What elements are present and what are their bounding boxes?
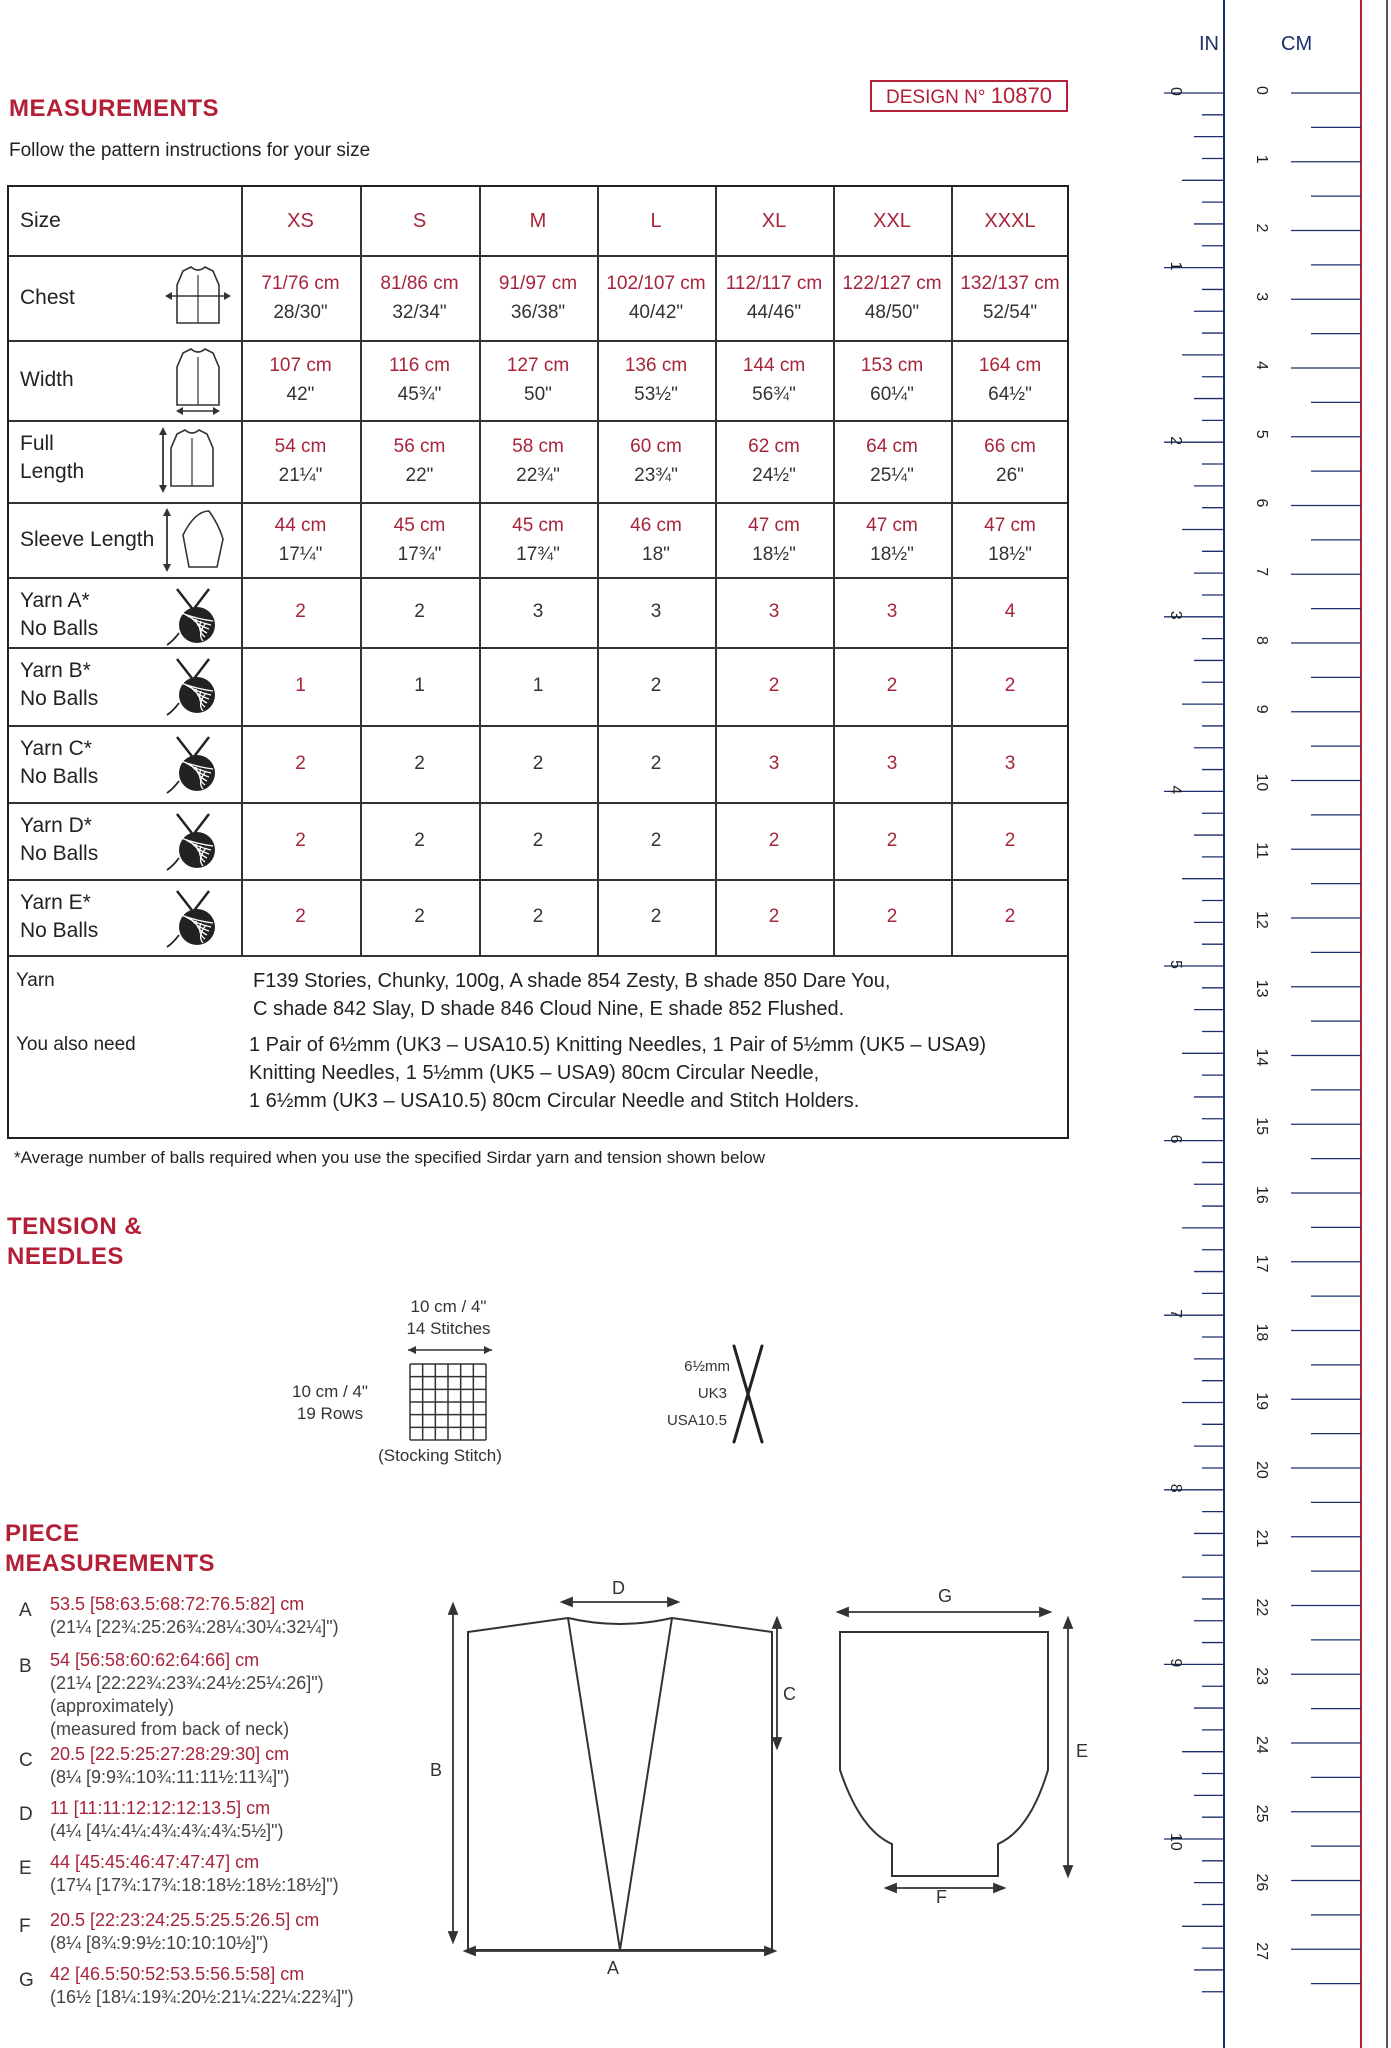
cell-chest-l-in: 40/42" bbox=[628, 301, 684, 323]
row-label-sleeve-length: Sleeve Length bbox=[20, 527, 155, 551]
ruler-cm-label-19: 19 bbox=[1253, 1392, 1270, 1411]
piece-letter-e: E bbox=[19, 1858, 32, 1879]
cell-chest-xs-in: 28/30" bbox=[273, 301, 328, 323]
piece-b-line-1: 54 [56:58:60:62:64:66] cm bbox=[50, 1650, 260, 1670]
cell-chest-m-in: 36/38" bbox=[510, 301, 566, 323]
cell-yarn-c-no-balls-m: 2 bbox=[532, 752, 544, 774]
diagram-label-a: A bbox=[607, 1958, 620, 1978]
tension-width: 10 cm / 4" bbox=[410, 1297, 487, 1316]
row-label-width: Width bbox=[20, 368, 74, 391]
ruler-inch-label-9: 9 bbox=[1167, 1658, 1184, 1668]
cell-sleeve-length-m-in: 17¾" bbox=[516, 543, 560, 565]
diagram-label-e: E bbox=[1076, 1741, 1089, 1761]
ruler-inch-label-7: 7 bbox=[1167, 1309, 1184, 1319]
cell-width-xxl-in: 60¼" bbox=[870, 384, 914, 405]
ruler-cm-label-2: 2 bbox=[1253, 223, 1270, 233]
cell-chest-m-cm: 91/97 cm bbox=[498, 272, 578, 294]
cell-yarn-a-no-balls-xs: 2 bbox=[295, 601, 306, 622]
table-rule bbox=[9, 340, 1067, 342]
cell-full-length-xl-in: 24½" bbox=[752, 465, 796, 486]
cell-yarn-d-no-balls-l: 2 bbox=[650, 829, 662, 851]
you-also-need-label: You also need bbox=[16, 1034, 136, 1055]
cell-yarn-b-no-balls-xl: 2 bbox=[768, 675, 780, 696]
cell-sleeve-length-xxxl-in: 18½" bbox=[988, 543, 1032, 565]
you-also-need-line-1: 1 Pair of 6½mm (UK3 – USA10.5) Knitting Needles, 1 Pair of 5½mm (UK5 – USA9) bbox=[249, 1034, 986, 1056]
ruler-cm-label-23: 23 bbox=[1253, 1667, 1270, 1686]
ruler-cm-label-20: 20 bbox=[1253, 1461, 1270, 1479]
width-garment-icon bbox=[163, 345, 233, 420]
ruler-cm-label-11: 11 bbox=[1253, 842, 1270, 859]
ruler-inch-label-2: 2 bbox=[1167, 436, 1184, 446]
cell-yarn-a-no-balls-xxl: 3 bbox=[886, 601, 898, 622]
chest-garment-icon bbox=[163, 263, 233, 338]
row-label-yarn-b-no-balls-line2: No Balls bbox=[20, 687, 99, 710]
cell-yarn-c-no-balls-l: 2 bbox=[650, 752, 662, 774]
ruler-cm-label-7: 7 bbox=[1253, 567, 1270, 577]
cell-chest-xs-cm: 71/76 cm bbox=[261, 272, 340, 294]
row-label-yarn-c-no-balls-line2: No Balls bbox=[20, 765, 99, 788]
ruler-cm-label-22: 22 bbox=[1253, 1598, 1270, 1617]
yarn-ball-icon bbox=[165, 585, 221, 652]
you-also-need-line-2: Knitting Needles, 1 5½mm (UK5 – USA9) 80cm Circular Needle, bbox=[249, 1062, 820, 1084]
piece-letter-f: F bbox=[19, 1916, 31, 1937]
cell-chest-xxxl-cm: 132/137 cm bbox=[960, 272, 1060, 294]
cell-yarn-b-no-balls-m: 1 bbox=[532, 675, 544, 696]
ruler-cm-label: CM bbox=[1281, 33, 1313, 55]
piece-d-line-2: (4¼ [4¼:4¼:4¾:4¾:4¾:5½]") bbox=[50, 1821, 284, 1841]
cell-yarn-d-no-balls-xxl: 2 bbox=[886, 829, 898, 851]
piece-e-line-2: (17¼ [17¾:17¾:18:18½:18½:18½]") bbox=[50, 1875, 339, 1895]
ruler-cm-label-10: 10 bbox=[1253, 773, 1270, 792]
cell-yarn-e-no-balls-xxxl: 2 bbox=[1004, 906, 1016, 927]
cell-full-length-l-in: 23¾" bbox=[634, 465, 678, 486]
pieces-title-2: MEASUREMENTS bbox=[5, 1550, 216, 1577]
ruler-cm-label-4: 4 bbox=[1253, 361, 1270, 370]
table-rule bbox=[9, 802, 1067, 804]
measuring-ruler bbox=[1135, 0, 1391, 2048]
ruler-cm-label-13: 13 bbox=[1253, 979, 1270, 998]
needle-size-usa: USA10.5 bbox=[666, 1412, 727, 1429]
row-label-yarn-d-no-balls-line1: Yarn D* bbox=[20, 814, 92, 837]
table-rule bbox=[9, 879, 1067, 881]
tension-swatch-icon bbox=[400, 1340, 500, 1450]
cell-full-length-xxxl-in: 26" bbox=[996, 465, 1024, 486]
sleeve-icon bbox=[157, 505, 227, 580]
cell-chest-s-in: 32/34" bbox=[392, 301, 447, 323]
cell-yarn-d-no-balls-s: 2 bbox=[414, 829, 425, 851]
ruler-cm-label-8: 8 bbox=[1253, 636, 1270, 645]
cell-yarn-e-no-balls-l: 2 bbox=[650, 906, 662, 927]
ruler-cm-label-9: 9 bbox=[1253, 704, 1270, 714]
cell-width-xxl-cm: 153 cm bbox=[860, 355, 924, 376]
table-rule bbox=[9, 420, 1067, 422]
cell-full-length-xxl-in: 25¼" bbox=[870, 465, 914, 486]
size-header-m: M bbox=[529, 210, 547, 232]
cell-sleeve-length-xxl-cm: 47 cm bbox=[866, 514, 918, 536]
cell-sleeve-length-xxxl-cm: 47 cm bbox=[984, 514, 1036, 536]
diagram-label-g: G bbox=[938, 1586, 953, 1606]
cell-sleeve-length-xl-cm: 47 cm bbox=[748, 514, 800, 536]
row-label-yarn-a-no-balls-line1: Yarn A* bbox=[20, 589, 90, 612]
row-label-yarn-c-no-balls-line1: Yarn C* bbox=[20, 737, 92, 760]
ruler-cm-label-6: 6 bbox=[1253, 498, 1270, 508]
cell-full-length-xl-cm: 62 cm bbox=[748, 436, 800, 457]
piece-a-line-2: (21¼ [22¾:25:26¾:28¼:30¼:32¼]") bbox=[50, 1617, 339, 1637]
cell-yarn-a-no-balls-m: 3 bbox=[532, 601, 544, 622]
cell-width-s-cm: 116 cm bbox=[389, 355, 450, 376]
needle-size-mm: 6½mm bbox=[684, 1358, 730, 1375]
size-header-s: S bbox=[412, 210, 427, 232]
cell-full-length-xs-cm: 54 cm bbox=[274, 436, 327, 457]
cell-full-length-m-cm: 58 cm bbox=[512, 436, 564, 457]
size-header-label: Size bbox=[20, 209, 61, 232]
ruler-cm-label-26: 26 bbox=[1253, 1873, 1270, 1892]
piece-a-line-1: 53.5 [58:63.5:68:72:76.5:82] cm bbox=[50, 1594, 305, 1614]
cell-yarn-c-no-balls-xxl: 3 bbox=[886, 752, 898, 774]
ruler-inch-label-8: 8 bbox=[1167, 1483, 1184, 1493]
piece-d-line-1: 11 [11:11:12:12:12:13.5] cm bbox=[50, 1798, 271, 1818]
cell-width-xxxl-in: 64½" bbox=[988, 384, 1032, 405]
cell-yarn-b-no-balls-xxl: 2 bbox=[886, 675, 898, 696]
cell-sleeve-length-xs-in: 17¼" bbox=[278, 543, 323, 565]
dimension-arrows bbox=[449, 1598, 1072, 1955]
yarn-label: Yarn bbox=[16, 970, 55, 991]
tension-title-1: TENSION & bbox=[7, 1213, 143, 1240]
cell-yarn-b-no-balls-xxxl: 2 bbox=[1004, 675, 1016, 696]
cell-yarn-c-no-balls-xl: 3 bbox=[768, 752, 780, 774]
table-rule bbox=[9, 725, 1067, 727]
size-header-xl: XL bbox=[761, 210, 787, 232]
size-header-xs: XS bbox=[287, 210, 314, 232]
cell-full-length-xxxl-cm: 66 cm bbox=[984, 436, 1036, 457]
ruler-inch-label-6: 6 bbox=[1167, 1134, 1184, 1144]
cell-sleeve-length-l-cm: 46 cm bbox=[630, 514, 682, 536]
length-garment-icon bbox=[157, 426, 227, 501]
diagram-label-f: F bbox=[936, 1887, 947, 1907]
row-label-yarn-b-no-balls-line1: Yarn B* bbox=[20, 659, 91, 682]
diagram-label-c: C bbox=[783, 1684, 796, 1704]
piece-b-line-2: (21¼ [22:22¾:23¾:24½:25¼:26]") bbox=[50, 1673, 324, 1693]
cell-sleeve-length-xs-cm: 44 cm bbox=[274, 514, 327, 536]
ruler-inch-label-1: 1 bbox=[1167, 261, 1184, 271]
size-header-xxxl: XXXL bbox=[984, 210, 1036, 232]
row-label-full-length: Full Length bbox=[20, 432, 85, 483]
piece-letter-b: B bbox=[19, 1656, 32, 1677]
design-number-box bbox=[870, 80, 1068, 112]
cell-full-length-s-in: 22" bbox=[405, 465, 434, 486]
cell-width-xs-in: 42" bbox=[286, 384, 315, 405]
size-table bbox=[7, 185, 1069, 1139]
piece-letter-d: D bbox=[19, 1804, 33, 1825]
table-rule bbox=[9, 955, 1067, 957]
ruler-inch-label-10: 10 bbox=[1167, 1833, 1184, 1851]
cell-sleeve-length-xl-in: 18½" bbox=[752, 543, 796, 565]
ruler-cm-label-0: 0 bbox=[1253, 86, 1270, 95]
ruler-cm-label-3: 3 bbox=[1253, 292, 1270, 302]
row-label-yarn-a-no-balls-line2: No Balls bbox=[20, 617, 99, 640]
design-number: 10870 bbox=[990, 83, 1052, 108]
yarn-ball-icon bbox=[165, 810, 221, 877]
you-also-need-line-3: 1 6½mm (UK3 – USA10.5) 80cm Circular Needle and Stitch Holders. bbox=[249, 1090, 860, 1112]
tension-rows: 19 Rows bbox=[296, 1404, 364, 1423]
cell-yarn-e-no-balls-xl: 2 bbox=[768, 906, 780, 927]
piece-c-line-2: (8¼ [9:9¾:10¾:11:11½:11¾]") bbox=[50, 1767, 290, 1787]
yarn-ball-icon bbox=[165, 887, 221, 954]
yarn-text-line-1: F139 Stories, Chunky, 100g, A shade 854 Zesty, B shade 850 Dare You, bbox=[253, 970, 891, 992]
ruler-cm-label-14: 14 bbox=[1253, 1048, 1270, 1067]
sleeve-piece-shape bbox=[840, 1632, 1048, 1876]
measurements-intro: Follow the pattern instructions for your size bbox=[9, 140, 371, 161]
ruler-cm-label-17: 17 bbox=[1253, 1254, 1270, 1273]
ruler-cm-label-1: 1 bbox=[1253, 154, 1270, 164]
tension-stitches: 14 Stitches bbox=[406, 1319, 491, 1338]
diagram-label-b: B bbox=[430, 1760, 443, 1780]
cell-sleeve-length-xxl-in: 18½" bbox=[870, 543, 914, 565]
piece-f-line-2: (8¼ [8¾:9:9½:10:10:10½]") bbox=[50, 1933, 269, 1953]
cell-sleeve-length-l-in: 18" bbox=[642, 543, 670, 565]
tension-height: 10 cm / 4" bbox=[292, 1382, 368, 1401]
ruler-inch-label-3: 3 bbox=[1167, 610, 1184, 620]
cell-yarn-e-no-balls-xs: 2 bbox=[295, 906, 306, 927]
cell-width-xxxl-cm: 164 cm bbox=[978, 355, 1042, 376]
ruler-inch-label-5: 5 bbox=[1167, 960, 1184, 969]
row-label-chest: Chest bbox=[20, 285, 75, 309]
yarn-ball-icon bbox=[165, 733, 221, 800]
cell-yarn-c-no-balls-s: 2 bbox=[414, 752, 425, 774]
piece-g-line-1: 42 [46.5:50:52:53.5:56.5:58] cm bbox=[50, 1964, 305, 1984]
cell-full-length-m-in: 22¾" bbox=[516, 465, 560, 486]
cell-yarn-a-no-balls-xl: 3 bbox=[768, 601, 780, 622]
piece-letter-g: G bbox=[19, 1970, 34, 1991]
cell-width-m-in: 50" bbox=[524, 384, 552, 405]
row-label-yarn-e-no-balls-line1: Yarn E* bbox=[20, 891, 91, 914]
cell-chest-xl-in: 44/46" bbox=[746, 301, 802, 323]
ruler-cm-label-27: 27 bbox=[1253, 1942, 1270, 1961]
cell-yarn-a-no-balls-s: 2 bbox=[414, 601, 425, 622]
cell-full-length-s-cm: 56 cm bbox=[393, 436, 446, 457]
cell-width-s-in: 45¾" bbox=[397, 384, 442, 405]
tension-stitch-type: (Stocking Stitch) bbox=[378, 1446, 502, 1465]
cell-chest-s-cm: 81/86 cm bbox=[380, 272, 459, 294]
diagram-label-d: D bbox=[612, 1578, 625, 1598]
ruler-cm-label-25: 25 bbox=[1253, 1804, 1270, 1823]
yarn-text-line-2: C shade 842 Slay, D shade 846 Cloud Nine, E shade 852 Flushed. bbox=[253, 998, 845, 1020]
ruler-cm-label-15: 15 bbox=[1253, 1117, 1270, 1136]
knitting-needles-icon bbox=[728, 1342, 768, 1447]
piece-letter-a: A bbox=[19, 1600, 32, 1621]
cell-yarn-e-no-balls-xxl: 2 bbox=[886, 906, 898, 927]
piece-c-line-1: 20.5 [22.5:25:27:28:29:30] cm bbox=[50, 1744, 290, 1764]
cell-chest-xxl-in: 48/50" bbox=[864, 301, 920, 323]
ruler-in-label: IN bbox=[1199, 33, 1219, 55]
cell-sleeve-length-s-in: 17¾" bbox=[397, 543, 442, 565]
piece-b-line-4: (measured from back of neck) bbox=[50, 1719, 290, 1739]
cell-width-xl-cm: 144 cm bbox=[742, 355, 806, 376]
footnote: *Average number of balls required when you use the specified Sirdar yarn and tension shown below bbox=[14, 1148, 765, 1167]
cell-chest-l-cm: 102/107 cm bbox=[606, 272, 706, 294]
cell-width-l-in: 53½" bbox=[634, 384, 678, 405]
piece-f-line-1: 20.5 [22:23:24:25.5:25.5:26.5] cm bbox=[50, 1910, 320, 1930]
ruler-inch-label-0: 0 bbox=[1167, 87, 1184, 96]
cell-yarn-c-no-balls-xs: 2 bbox=[295, 752, 306, 774]
cell-width-xs-cm: 107 cm bbox=[269, 355, 332, 376]
cell-full-length-xs-in: 21¼" bbox=[278, 465, 323, 486]
design-prefix: DESIGN N° bbox=[886, 87, 986, 108]
yarn-ball-icon bbox=[165, 655, 221, 722]
piece-letter-c: C bbox=[19, 1750, 33, 1771]
cell-width-m-cm: 127 cm bbox=[506, 355, 570, 376]
cell-chest-xxxl-in: 52/54" bbox=[982, 301, 1038, 323]
cell-yarn-b-no-balls-l: 2 bbox=[650, 675, 662, 696]
cell-sleeve-length-s-cm: 45 cm bbox=[393, 514, 446, 536]
ruler-inch-label-4: 4 bbox=[1167, 785, 1184, 795]
measurements-title: MEASUREMENTS bbox=[9, 95, 220, 122]
cell-yarn-e-no-balls-s: 2 bbox=[414, 906, 425, 927]
cell-yarn-b-no-balls-xs: 1 bbox=[295, 675, 306, 696]
size-header-l: L bbox=[650, 210, 662, 232]
piece-b-line-3: (approximately) bbox=[50, 1696, 175, 1716]
piece-e-line-1: 44 [45:45:46:47:47:47] cm bbox=[50, 1852, 260, 1872]
row-label-yarn-d-no-balls-line2: No Balls bbox=[20, 842, 99, 865]
cell-yarn-d-no-balls-xs: 2 bbox=[295, 829, 306, 851]
ruler-cm-label-12: 12 bbox=[1253, 911, 1270, 929]
ruler-cm-label-5: 5 bbox=[1253, 429, 1270, 439]
cell-chest-xl-cm: 112/117 cm bbox=[725, 272, 823, 294]
ruler-cm-label-21: 21 bbox=[1253, 1529, 1270, 1548]
cell-yarn-a-no-balls-xxxl: 4 bbox=[1004, 601, 1016, 622]
cell-yarn-a-no-balls-l: 3 bbox=[650, 601, 662, 622]
ruler-cm-label-24: 24 bbox=[1253, 1736, 1270, 1754]
tension-title-2: NEEDLES bbox=[7, 1243, 124, 1270]
cell-width-xl-in: 56¾" bbox=[752, 384, 796, 405]
row-label-yarn-e-no-balls-line2: No Balls bbox=[20, 919, 99, 942]
cell-yarn-c-no-balls-xxxl: 3 bbox=[1004, 752, 1016, 774]
cell-full-length-xxl-cm: 64 cm bbox=[866, 436, 918, 457]
ruler-cm-label-16: 16 bbox=[1253, 1186, 1270, 1204]
cell-width-l-cm: 136 cm bbox=[624, 355, 688, 376]
needle-size-uk: UK3 bbox=[697, 1385, 727, 1402]
cell-yarn-b-no-balls-s: 1 bbox=[414, 675, 425, 696]
cell-full-length-l-cm: 60 cm bbox=[630, 436, 682, 457]
pieces-title-1: PIECE bbox=[5, 1520, 80, 1547]
size-header-xxl: XXL bbox=[873, 210, 911, 232]
garment-diagram bbox=[430, 1570, 1130, 2010]
cell-yarn-d-no-balls-m: 2 bbox=[532, 829, 544, 851]
cell-chest-xxl-cm: 122/127 cm bbox=[842, 272, 942, 294]
cell-sleeve-length-m-cm: 45 cm bbox=[512, 514, 564, 536]
cell-yarn-d-no-balls-xxxl: 2 bbox=[1004, 829, 1016, 851]
cell-yarn-e-no-balls-m: 2 bbox=[532, 906, 544, 927]
piece-g-line-2: (16½ [18¼:19¾:20½:21¼:22¼:22¾]") bbox=[50, 1987, 354, 2007]
body-piece-shape bbox=[468, 1618, 772, 1950]
cell-yarn-d-no-balls-xl: 2 bbox=[768, 829, 780, 851]
table-rule bbox=[9, 255, 1067, 257]
ruler-cm-label-18: 18 bbox=[1253, 1323, 1270, 1342]
